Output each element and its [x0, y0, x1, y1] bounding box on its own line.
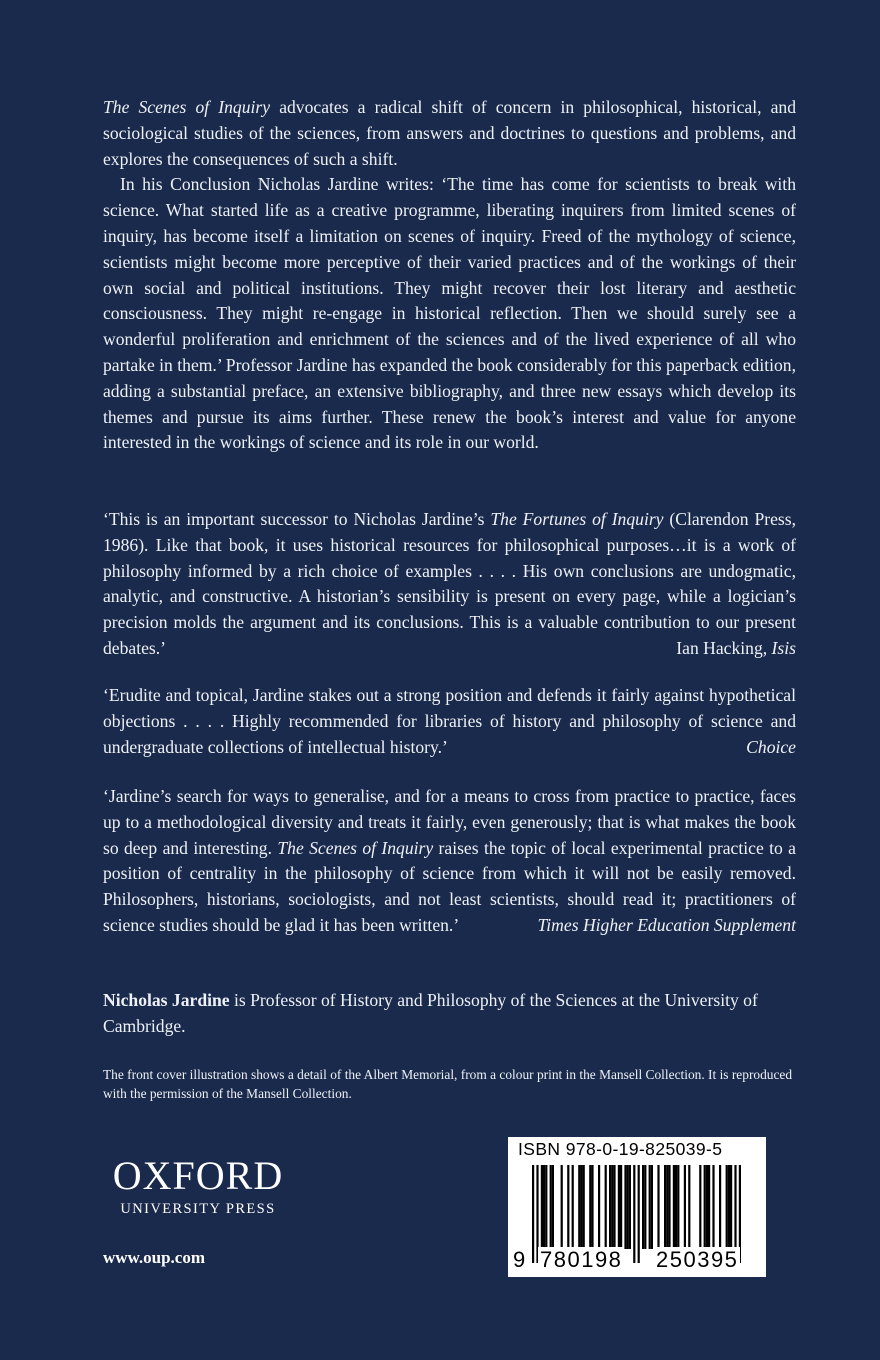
barcode-bar	[677, 1165, 679, 1249]
barcode-bar	[572, 1165, 574, 1249]
barcode-bar	[567, 1165, 569, 1249]
barcode-bar	[708, 1165, 710, 1249]
barcode-bar	[598, 1165, 600, 1249]
oup-logo-main: OXFORD	[112, 1153, 284, 1198]
barcode-bar	[644, 1165, 646, 1249]
barcode-bar	[666, 1165, 668, 1249]
barcode-bar	[552, 1165, 554, 1249]
review-quote-choice	[103, 683, 796, 760]
publisher-url[interactable]: www.oup.com	[103, 1248, 206, 1267]
barcode-digits	[508, 1247, 766, 1275]
barcode-bar	[550, 1165, 552, 1249]
oup-logo-sub: UNIVERSITY PRESS	[120, 1201, 276, 1217]
barcode-bar	[688, 1165, 690, 1249]
cover-credit	[103, 1065, 796, 1103]
review-source	[676, 636, 796, 662]
barcode-bar	[578, 1165, 580, 1249]
cover-credit-text: The front cover illustration shows a detail of the Albert Memorial, from a colour print in the Mansell Collection. It is reproduced with the permission of the Mansell Collection.	[103, 1067, 793, 1101]
barcode-bar	[611, 1165, 613, 1249]
barcode-bar	[664, 1165, 666, 1249]
review-quote-thes	[103, 784, 796, 939]
barcode-digits-left: 780198	[540, 1247, 623, 1272]
isbn-label: ISBN 978-0-19-825039-5	[518, 1139, 723, 1159]
review-quote-hacking	[103, 507, 796, 662]
review-source-publication: Choice	[746, 736, 796, 757]
author-bio-text	[103, 988, 796, 1040]
author-name: Nicholas Jardine	[103, 990, 230, 1010]
barcode-bar	[642, 1165, 644, 1249]
barcode-bar	[629, 1165, 631, 1249]
barcode-bar	[618, 1165, 620, 1249]
quote-text: ‘Erudite and topical, Jardine stakes out a strong position and defends it fairly against hypothetical objections . . . . Highly recommended for libraries of history and philosophy of science and undergraduate collections of intellectual history.’	[103, 685, 796, 757]
review-quote-text	[103, 784, 796, 939]
review-quote-text	[103, 507, 796, 662]
barcode-bar	[543, 1165, 545, 1249]
blurb	[103, 95, 796, 456]
barcode-bar	[673, 1165, 675, 1249]
blurb-paragraph-1	[103, 95, 796, 172]
barcode-bar	[668, 1165, 670, 1249]
barcode-bar	[620, 1165, 622, 1249]
author-bio-description: is Professor of History and Philosophy of the Sciences at the University of Cambridge.	[103, 990, 758, 1036]
review-source-publication: Times Higher Education Supplement	[537, 914, 796, 935]
barcode-digits-right: 250395	[656, 1247, 739, 1272]
barcode-bar	[730, 1165, 732, 1249]
oup-logo	[103, 1153, 293, 1218]
barcode-bar	[613, 1165, 615, 1249]
review-source-publication: Isis	[771, 637, 796, 658]
barcode-bar	[728, 1165, 730, 1249]
review-source	[537, 913, 796, 939]
barcode-bar	[675, 1165, 677, 1249]
barcode-bar	[684, 1165, 686, 1249]
book-title: The Scenes of Inquiry	[103, 97, 271, 117]
barcode-bar	[589, 1165, 591, 1249]
barcode-bar	[719, 1165, 721, 1249]
blurb-text-1: advocates a radical shift of concern in philosophical, historical, and sociological studies of the sciences, from answers and doctrines to questions and problems, and explores the consequences of such a shift.	[103, 97, 796, 169]
barcode-bar	[704, 1165, 706, 1249]
barcode-bar	[706, 1165, 708, 1249]
barcode-bar	[699, 1165, 701, 1249]
quote-text-pre: ‘Jardine’s search for ways to generalise, and for a means to cross from practice to practice, faces up to a methodological diversity and treats it fairly, even generously; that is what makes the book so deep and interesting.	[103, 786, 796, 858]
barcode-digit-first: 9	[513, 1247, 526, 1272]
author-bio	[103, 988, 796, 1040]
barcode-bar	[580, 1165, 582, 1249]
barcode-bar	[605, 1165, 607, 1249]
isbn-barcode	[508, 1137, 766, 1277]
barcode-bar	[651, 1165, 653, 1249]
barcode-bar	[583, 1165, 585, 1249]
barcode-bar	[541, 1165, 543, 1249]
barcode-bar	[649, 1165, 651, 1249]
barcode-bar	[545, 1165, 547, 1249]
barcode-bar	[726, 1165, 728, 1249]
review-source	[746, 735, 796, 761]
review-source-name: Ian Hacking,	[676, 637, 772, 658]
barcode-bar	[624, 1165, 626, 1249]
barcode-bar	[657, 1165, 659, 1249]
quote-italic-title: The Scenes of Inquiry	[277, 837, 434, 858]
quote-text-pre: ‘This is an important successor to Nicholas Jardine’s	[103, 509, 491, 529]
review-quote-text	[103, 683, 796, 760]
blurb-paragraph-2: In his Conclusion Nicholas Jardine writes: ‘The time has come for scientists to break with science. What started life as a creative programme, liberating inquirers from limited scenes of inquiry, has become itself a limitation on scenes of inquiry. Freed of the mythology of science, scientists might become more perceptive of their varied practices and of the workings of their own social and political institutions. They might recover their lost literary and aesthetic consciousness. They might re-engage in historical reflection. Then we should surely see a wonderful proliferation and enrichment of the sciences and of the lived experience of all who partake in them.’ Professor Jardine has expanded the book considerably for this paperback edition, adding a substantial preface, an extensive bibliography, and three new essays which develop its themes and pursue its aims further. These renew the book’s interest and value for anyone interested in the workings of science and its role in our world.	[103, 174, 796, 453]
barcode-bar	[561, 1165, 563, 1249]
barcode-bar	[609, 1165, 611, 1249]
quote-text-post: raises the topic of local experimental practice to a position of centrality in the philosophy of science from which it will not be easily removed. Philosophers, historians, sociologists, and not least scientists, should read it; practitioners of science studies should be glad it has been written.’	[103, 837, 796, 935]
quote-text-post: (Clarendon Press, 1986). Like that book, it uses historical resources for philosophical purposes…it is a work of philosophy informed by a rich choice of examples . . . . His own conclusions are undogmatic, analytic, and constructive. A historian’s sensibility is present on every page, while a logician’s precision molds the argument and its conclusions. This is a valuable contribution to our present debates.’	[103, 509, 796, 658]
barcode-bar	[627, 1165, 629, 1249]
quote-italic-title: The Fortunes of Inquiry	[490, 509, 664, 529]
barcode-bar	[591, 1165, 593, 1249]
barcode-bar	[712, 1165, 714, 1249]
